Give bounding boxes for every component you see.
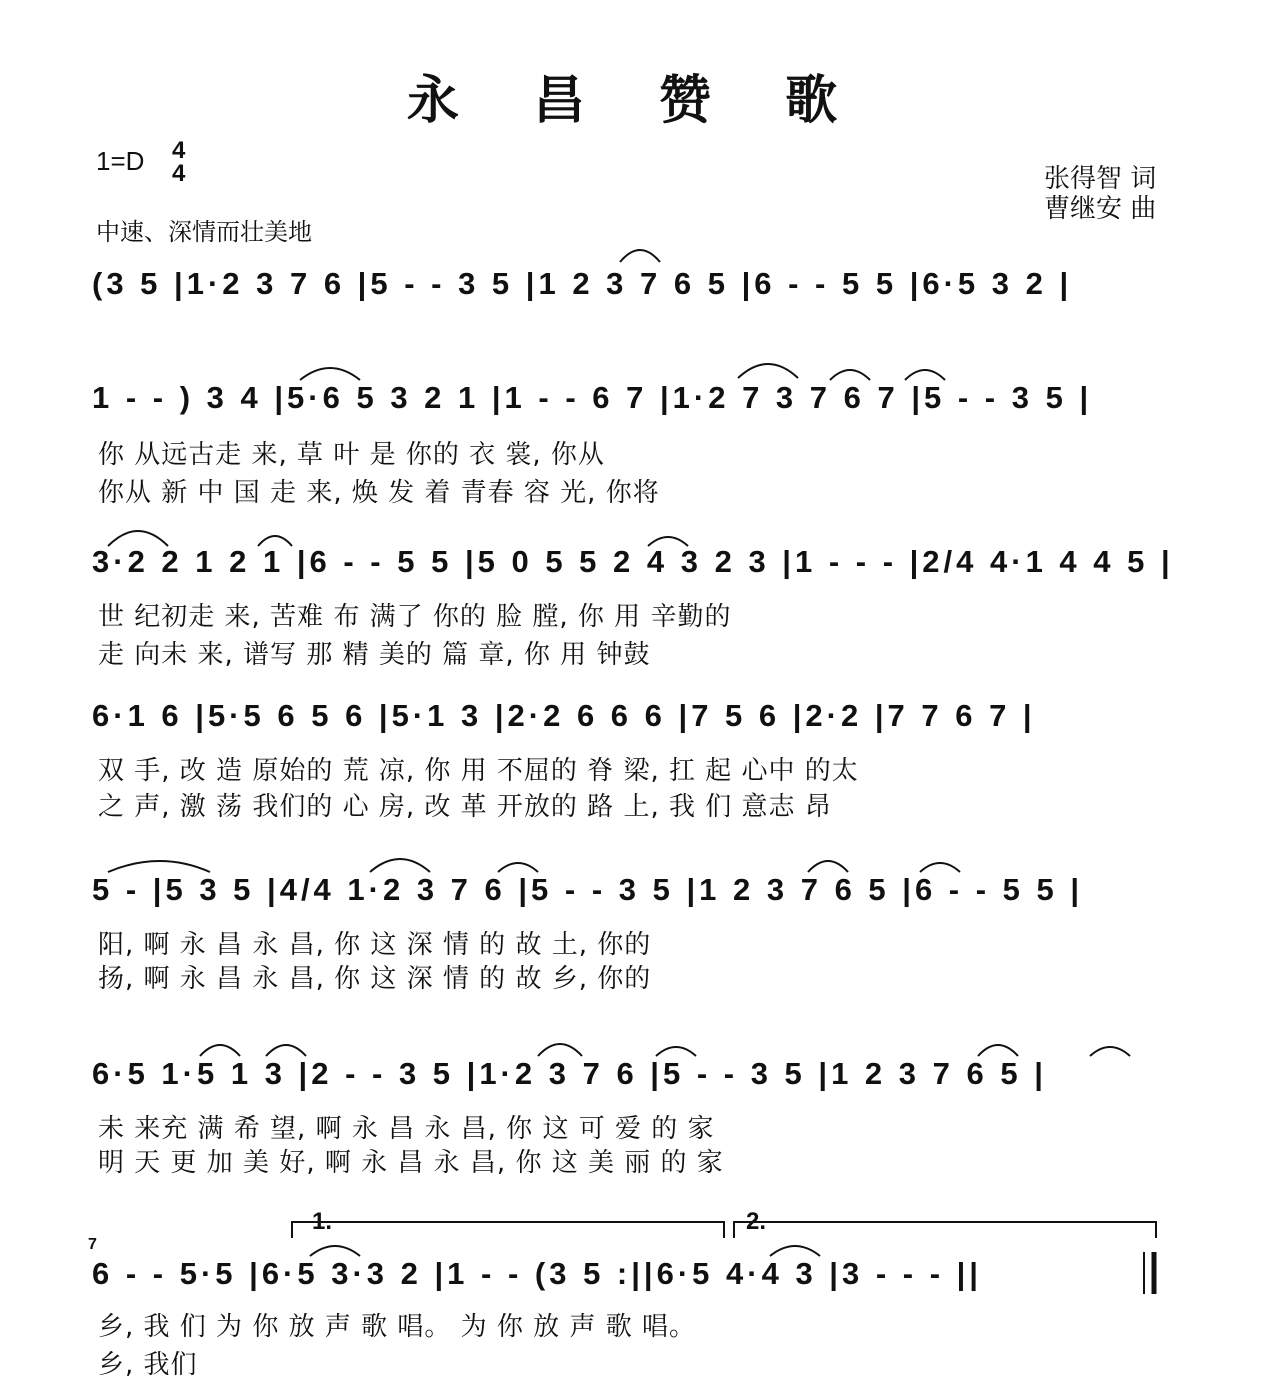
notation-line-5: 5 - |5 3 5 |4/4 1·2 3 7 6 |5 - - 3 5 |1 2 3 7 6 5 |6 - - 5 5 | [92,872,1084,907]
lyricist-credit: 张得智 词 [1044,164,1157,194]
volta-first-label: 1. [312,1208,333,1235]
lyrics-line-5-verse-1: 阳, 啊 永 昌 永 昌, 你 这 深 情 的 故 土, 你的 [98,930,652,960]
lyrics-line-2-verse-1: 你 从远古走 来, 草 叶 是 你的 衣 裳, 你从 [98,440,605,470]
composer-credit: 曹继安 曲 [1044,194,1157,224]
lyrics-line-7-verse-2: 乡, 我们 [98,1350,198,1380]
song-title: 永 昌 赞 歌 [406,71,866,131]
notation-line-6: 6·5 1·5 1 3 |2 - - 3 5 |1·2 3 7 6 |5 - - 3 5 |1 2 3 7 6 5 | [92,1056,1047,1091]
lyrics-line-5-verse-2: 扬, 啊 永 昌 永 昌, 你 这 深 情 的 故 乡, 你的 [98,964,652,994]
tempo-marking: 中速、深情而壮美地 [96,218,312,246]
lyrics-line-6-verse-2: 明 天 更 加 美 好, 啊 永 昌 永 昌, 你 这 美 丽 的 家 [98,1148,724,1178]
lyrics-line-6-verse-1: 未 来充 满 希 望, 啊 永 昌 永 昌, 你 这 可 爱 的 家 [98,1114,715,1144]
time-signature-bottom: 4 [172,159,186,187]
credits [1044,164,1156,224]
lyrics-line-4-verse-1: 双 手, 改 造 原始的 荒 凉, 你 用 不屈的 脊 梁, 扛 起 心中 的太 [98,756,859,786]
grace-note: 7 [88,1236,97,1253]
lyrics-line-2-verse-2: 你从 新 中 国 走 来, 焕 发 着 青春 容 光, 你将 [98,478,660,508]
notation-line-4: 6·1 6 |5·5 6 5 6 |5·1 3 |2·2 6 6 6 |7 5 6 |2·2 |7 7 6 7 | [92,698,1036,733]
notation-line-1: (3 5 |1·2 3 7 6 |5 - - 3 5 |1 2 3 7 6 5 |6 - - 5 5 |6·5 3 2 | [92,266,1073,301]
key-signature: 1=D [96,146,145,176]
time-signature-top: 4 [172,137,186,164]
lyrics-line-3-verse-2: 走 向未 来, 谱写 那 精 美的 篇 章, 你 用 钟鼓 [98,640,651,670]
notation-line-3: 3·2 2 1 2 1 |6 - - 5 5 |5 0 5 5 2 4 3 2 3 |1 - - - |2/4 4·1 4 4 5 | [92,544,1174,579]
volta-second-label: 2. [746,1208,767,1235]
notation-line-7: 6 - - 5·5 |6·5 3·3 2 |1 - - (3 5 :||6·5 4·4 3 |3 - - - || [92,1256,982,1291]
time-signature [172,137,186,187]
lyrics-line-7-verse-1: 乡, 我 们 为 你 放 声 歌 唱。 为 你 放 声 歌 唱。 [98,1312,696,1342]
lyrics-line-4-verse-2: 之 声, 激 荡 我们的 心 房, 改 革 开放的 路 上, 我 们 意志 昂 [98,792,832,822]
lyrics-line-3-verse-1: 世 纪初走 来, 苦难 布 满了 你的 脸 膛, 你 用 辛勤的 [98,602,732,632]
notation-line-2: 1 - - ) 3 4 |5·6 5 3 2 1 |1 - - 6 7 |1·2 7 3 7 6 7 |5 - - 3 5 | [92,380,1093,415]
